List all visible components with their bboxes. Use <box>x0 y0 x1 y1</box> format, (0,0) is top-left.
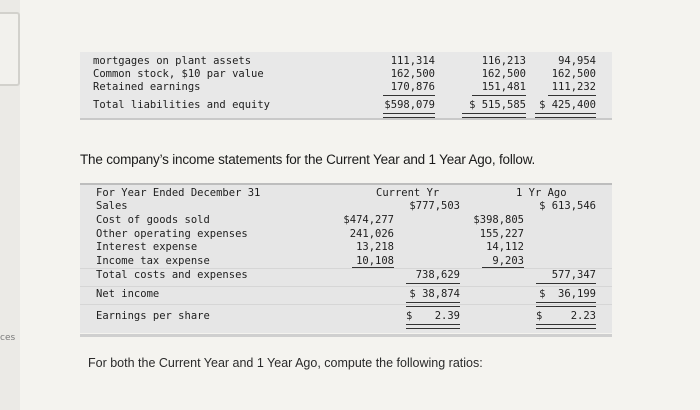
expense-current: 13,218 <box>356 241 394 253</box>
bs-row-value: $ 515,585 <box>469 99 526 111</box>
bs-row-value: $598,079 <box>384 99 435 111</box>
eps-prior-sign: $ <box>536 310 543 322</box>
double-underline <box>536 302 596 307</box>
double-underline <box>383 113 435 118</box>
total-costs-current: 738,629 <box>415 269 460 281</box>
expense-label: Income tax expense <box>96 255 210 267</box>
sales-current: $777,503 <box>409 200 460 212</box>
bs-row-label: mortgages on plant assets <box>93 55 252 67</box>
net-income-prior: $ 36,199 <box>539 288 596 300</box>
bs-row-value: 151,481 <box>481 81 526 93</box>
left-panel <box>0 0 20 410</box>
expense-current: 241,026 <box>349 228 394 240</box>
underline <box>352 267 394 268</box>
eps-label: Earnings per share <box>96 310 210 322</box>
expense-prior: 14,112 <box>486 241 524 253</box>
expense-current: $474,277 <box>343 214 394 226</box>
bs-row-value: 162,500 <box>551 68 596 80</box>
net-income-label: Net income <box>96 288 160 300</box>
double-underline <box>535 113 596 118</box>
expense-prior: 9,203 <box>492 255 524 267</box>
double-underline <box>406 324 460 329</box>
eps-current-sign: $ <box>406 310 413 322</box>
row-divider <box>80 304 612 305</box>
expense-label: Cost of goods sold <box>96 214 210 226</box>
underline <box>472 95 526 96</box>
expense-label: Interest expense <box>96 241 198 253</box>
bs-row-value: 94,954 <box>558 55 596 67</box>
underline <box>406 283 460 284</box>
income-statement-intro: The company’s income statements for the Current Year and 1 Year Ago, follow. <box>80 152 536 167</box>
underline <box>383 95 435 96</box>
expense-prior: 155,227 <box>479 228 524 240</box>
bs-row-label: Retained earnings <box>93 81 201 93</box>
sales-label: Sales <box>96 200 128 212</box>
underline <box>548 95 596 96</box>
left-frame <box>0 12 20 86</box>
sales-prior: $ 613,546 <box>539 200 596 212</box>
total-costs-label: Total costs and expenses <box>96 269 248 281</box>
bs-row-value: 111,314 <box>390 55 435 67</box>
expense-prior: $398,805 <box>473 214 524 226</box>
header-label: For Year Ended December 31 <box>96 187 261 199</box>
net-income-current: $ 38,874 <box>409 288 460 300</box>
bs-row-value: $ 425,400 <box>539 99 596 111</box>
bs-row-label: Total liabilities and equity <box>93 99 271 111</box>
ratio-instructions: For both the Current Year and 1 Year Ago, compute the following ratios: <box>88 356 483 370</box>
eps-current: 2.39 <box>434 310 460 322</box>
underline <box>482 267 524 268</box>
double-underline <box>462 113 526 118</box>
bs-row-value: 162,500 <box>390 68 435 80</box>
row-divider <box>80 286 612 287</box>
column-header-current: Current Yr <box>376 187 440 199</box>
expense-current: 10,108 <box>356 255 394 267</box>
bs-row-value: 116,213 <box>481 55 526 67</box>
bs-row-label: Common stock, $10 par value <box>93 68 264 80</box>
double-underline <box>406 302 460 307</box>
bs-row-value: 111,232 <box>551 81 596 93</box>
column-header-prior: 1 Yr Ago <box>516 187 567 199</box>
double-underline <box>536 324 596 329</box>
underline <box>536 283 596 284</box>
bs-row-value: 162,500 <box>481 68 526 80</box>
eps-prior: 2.23 <box>570 310 596 322</box>
bs-row-value: 170,876 <box>390 81 435 93</box>
side-caption: ces <box>0 333 16 343</box>
total-costs-prior: 577,347 <box>551 269 596 281</box>
expense-label: Other operating expenses <box>96 228 248 240</box>
